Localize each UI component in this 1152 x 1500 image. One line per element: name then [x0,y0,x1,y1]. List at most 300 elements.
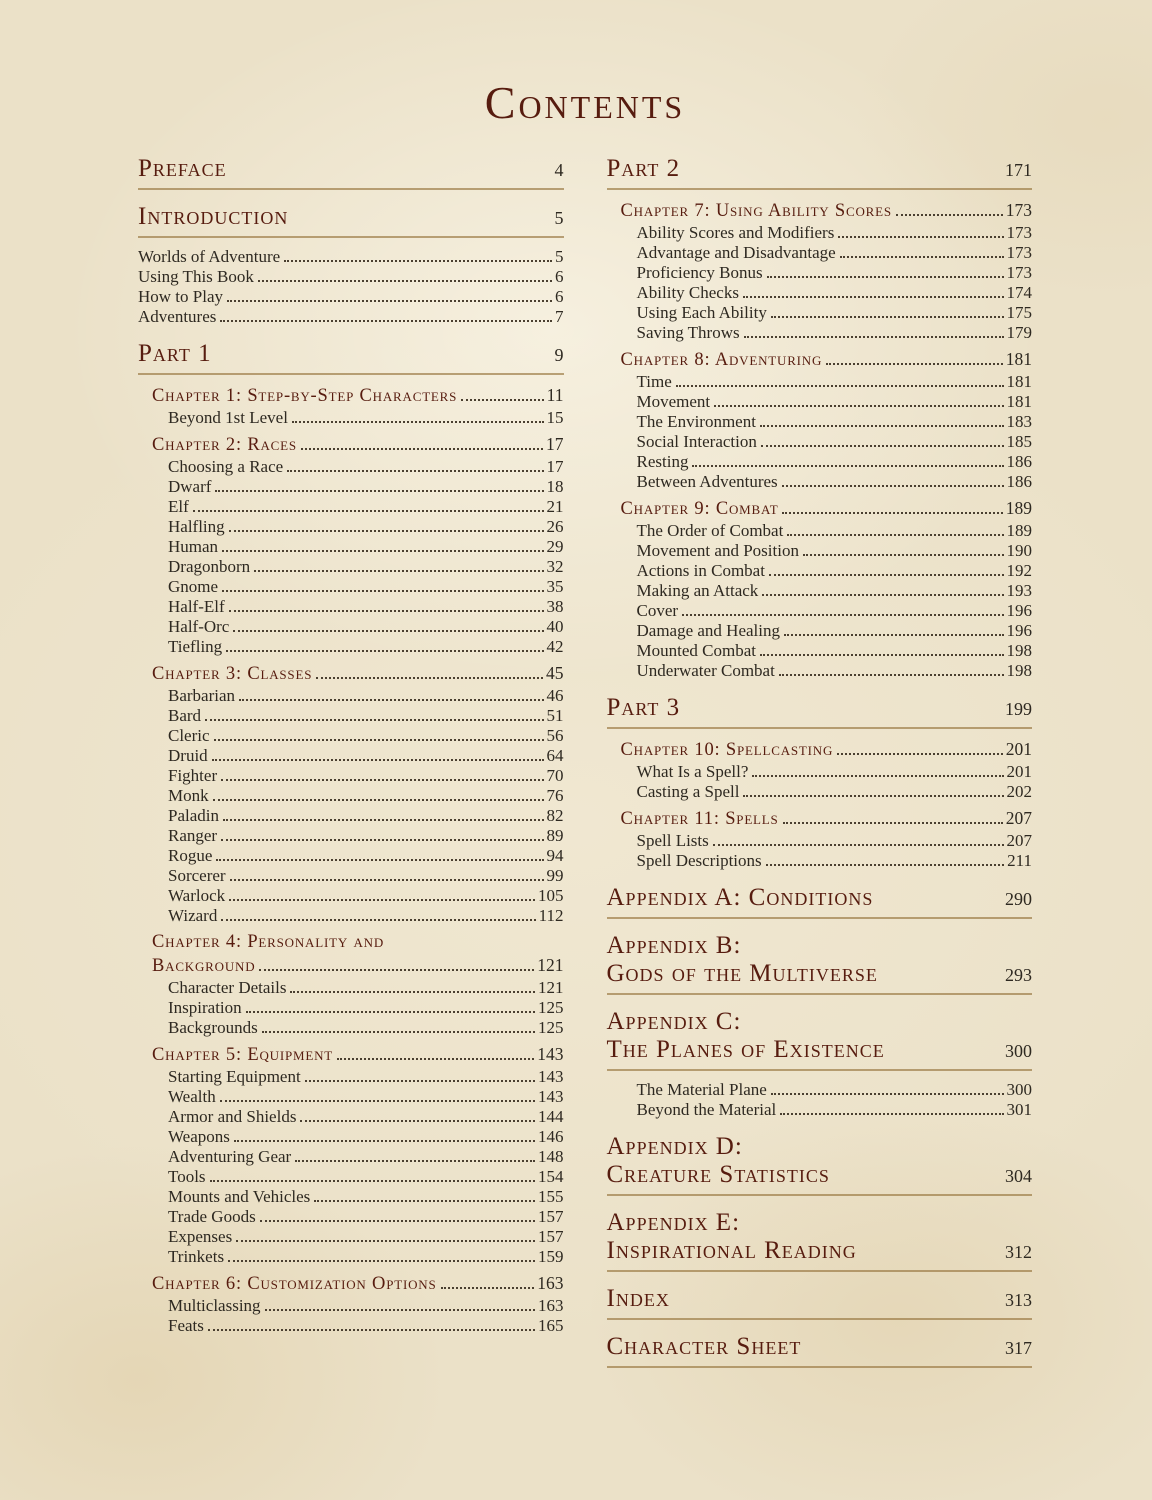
dot-leader [222,590,543,592]
toc-section [138,155,564,190]
toc-entry-page: 6 [555,287,564,306]
dot-leader [761,445,1004,447]
toc-entry-page: 143 [538,1087,564,1106]
toc-entry [637,432,1033,452]
dot-leader [692,465,1003,467]
toc-entry-page: 46 [546,686,564,705]
toc-entry-page: 17 [546,457,564,476]
toc-entry-page: 198 [1006,661,1032,680]
toc-entry-label: The Order of Combat [636,521,784,540]
toc-entry-label: Feats [168,1316,204,1335]
toc-section [607,155,1033,681]
section-title: Appendix A: Conditions [606,884,874,911]
toc-entry-label: Mounted Combat [636,641,756,660]
toc-entry-page: 99 [546,866,564,885]
toc-entry-page: 42 [546,637,564,656]
toc-entry [168,1296,564,1316]
toc-entry-page: 105 [538,886,564,905]
dot-leader [221,779,543,781]
right-column [607,155,1033,1381]
dot-leader [771,1093,1004,1095]
dot-leader [779,674,1004,676]
section-title: Inspirational Reading [606,1237,857,1264]
toc-entry-label: Tiefling [168,637,223,656]
toc-entry-label: Movement [636,392,711,411]
toc-entry [168,497,564,517]
toc-entry [637,782,1033,802]
toc-entry [168,866,564,886]
toc-entry-page: 201 [1006,762,1032,781]
section-header-line [607,932,1033,960]
toc-entry-page: 76 [546,786,564,805]
toc-entry-page: 189 [1005,498,1032,518]
dot-leader [221,919,535,921]
toc-entry-label: Cover [636,601,679,620]
toc-entry-label: Spell Lists [636,831,709,850]
toc-entry [168,746,564,766]
toc-entry-page: 198 [1006,641,1032,660]
toc-entry-label: Inspiration [168,998,242,1017]
toc-entry-page: 125 [538,1018,564,1037]
toc-entry [168,637,564,657]
toc-section [607,884,1033,919]
toc-entry-label: Armor and Shields [168,1107,297,1126]
toc-entry [168,1107,564,1127]
dot-leader [284,260,552,262]
toc-entry [637,521,1033,541]
section-title: Appendix B: [606,932,742,959]
dot-leader [752,775,1003,777]
toc-entry-label: Monk [168,786,209,805]
toc-entry-label: Expenses [168,1227,233,1246]
section-title: Preface [138,155,227,182]
toc-entry-label: Chapter 11: Spells [620,809,779,829]
toc-entry [168,1187,564,1207]
dot-leader [230,879,544,881]
toc-entry-label: Ability Checks [636,283,739,302]
dot-leader [743,296,1004,298]
toc-entry [168,686,564,706]
toc-entry-label: Chapter 9: Combat [620,499,779,519]
toc-entry-label: Dwarf [168,477,212,496]
toc-entry-label: Tools [168,1167,206,1186]
dot-leader [236,1240,535,1242]
section-page: 317 [1005,1338,1032,1358]
toc-section [607,1285,1033,1320]
toc-entry [168,537,564,557]
toc-entry [168,557,564,577]
toc-entry-label: Chapter 3: Classes [152,664,313,684]
dot-leader [840,256,1004,258]
dot-leader [222,550,543,552]
toc-entry [637,323,1033,343]
toc-entry-page: 173 [1006,263,1032,282]
toc-entry-label: Chapter 10: Spellcasting [620,740,834,760]
section-page: 304 [1005,1166,1032,1186]
toc-section [607,1008,1033,1120]
toc-entry [168,597,564,617]
toc-entry-page: 174 [1006,283,1032,302]
toc-entry-page: 17 [546,434,564,454]
toc-entry [637,392,1033,412]
toc-entry-label: Half-Orc [168,617,230,636]
dot-leader [265,1309,535,1311]
toc-entry-label: Half-Elf [168,597,225,616]
section-header-line [607,1008,1033,1036]
toc-entry [168,408,564,428]
toc-entry-page: 26 [546,517,564,536]
toc-entry-label: Ranger [168,826,218,845]
toc-entry-page: 146 [538,1127,564,1146]
toc-entry-label: Chapter 6: Customization Options [152,1274,437,1294]
toc-entry-label: Backgrounds [168,1018,258,1037]
toc-entry-page: 15 [546,408,564,427]
toc-entry-page: 121 [538,978,564,997]
toc-entry [637,851,1033,871]
dot-leader [287,470,543,472]
toc-entry-label: Background [152,956,256,976]
toc-entry [637,601,1033,621]
toc-entry [637,621,1033,641]
toc-entry-page: 64 [546,746,564,765]
dot-leader [676,385,1004,387]
section-title: Appendix E: [606,1209,741,1236]
toc-entry [152,384,564,408]
toc-entry [168,1227,564,1247]
section-header-line [607,1161,1033,1196]
dot-leader [767,276,1004,278]
toc-entry-label: Multiclassing [168,1296,261,1315]
dot-leader [246,1011,535,1013]
section-title: The Planes of Existence [606,1036,885,1063]
toc-entry-label: Adventures [138,307,217,326]
toc-entry-label: Casting a Spell [636,782,740,801]
toc-entry-page: 112 [538,906,564,925]
toc-entry [138,307,564,327]
toc-entry [168,706,564,726]
toc-entry-label: Weapons [168,1127,230,1146]
toc-entry-label: Adventuring Gear [168,1147,292,1166]
section-title: Introduction [138,203,289,230]
toc-entry-label: What Is a Spell? [636,762,749,781]
dot-leader [213,799,544,801]
toc-entry [637,762,1033,782]
dot-leader [316,677,543,679]
dot-leader [228,1260,535,1262]
toc-entry [152,931,564,954]
dot-leader [787,534,1003,536]
section-page: 5 [554,208,564,228]
toc-entry-page: 143 [538,1067,564,1086]
toc-entry-label: Chapter 5: Equipment [152,1045,334,1065]
toc-entry-label: The Environment [636,412,756,431]
toc-entry [637,412,1033,432]
toc-entry-label: Human [168,537,219,556]
toc-entry [637,283,1033,303]
toc-entry-label: Wizard [168,906,218,925]
section-title: Part 3 [606,694,681,721]
toc-entry [621,199,1033,223]
dot-leader [233,630,543,632]
dot-leader [212,759,544,761]
toc-entry-page: 70 [546,766,564,785]
dot-leader [292,421,544,423]
section-title: Gods of the Multiverse [606,960,878,987]
section-header-line [607,155,1033,190]
dot-leader [782,485,1004,487]
toc-entry-label: How to Play [138,287,223,306]
dot-leader [780,1113,1003,1115]
toc-entry-page: 189 [1006,521,1032,540]
toc-entry [168,786,564,806]
toc-entry-page: 173 [1006,243,1032,262]
dot-leader [259,969,534,971]
section-header-line [138,203,564,238]
dot-leader [838,236,1003,238]
dot-leader [226,650,543,652]
section-header-line [607,1133,1033,1161]
toc-entry [138,267,564,287]
toc-entry-page: 181 [1005,349,1032,369]
toc-entry [637,1100,1033,1120]
toc-entry [168,906,564,926]
toc-entry-page: 192 [1006,561,1032,580]
toc-entry-page: 148 [538,1147,564,1166]
toc-entry-page: 125 [538,998,564,1017]
toc-entry-page: 165 [538,1316,564,1335]
dot-leader [783,822,1003,824]
toc-entry-label: Druid [168,746,208,765]
toc-entry-label: Beyond the Material [636,1100,777,1119]
toc-entry-page: 181 [1006,372,1032,391]
toc-entry-page: 32 [546,557,564,576]
section-title: Character Sheet [606,1333,802,1360]
section-header-line [607,1237,1033,1272]
toc-entry-label: Underwater Combat [636,661,775,680]
toc-entry [168,726,564,746]
toc-entry [621,348,1033,372]
toc-entry-label: Damage and Healing [636,621,780,640]
dot-leader [254,570,543,572]
toc-entry-label: Ability Scores and Modifiers [636,223,835,242]
toc-entry-page: 18 [546,477,564,496]
toc-entry-page: 94 [546,846,564,865]
toc-entry-label: Choosing a Race [168,457,284,476]
section-title: Part 2 [606,155,681,182]
section-page: 313 [1005,1290,1032,1310]
toc-entry [168,766,564,786]
toc-entry-page: 201 [1005,739,1032,759]
dot-leader [461,399,543,401]
dot-leader [220,1100,535,1102]
toc-entry [168,1316,564,1336]
section-title: Appendix C: [606,1008,742,1035]
section-header-line [138,155,564,190]
toc-section [607,1209,1033,1272]
section-title: Index [606,1285,670,1312]
toc-entry-page: 143 [537,1044,564,1064]
toc-entry [168,886,564,906]
dot-leader [223,819,544,821]
section-page: 290 [1005,889,1032,909]
toc-entry-label: Actions in Combat [636,561,765,580]
dot-leader [762,594,1003,596]
dot-leader [682,614,1003,616]
section-header-line [607,1209,1033,1237]
toc-entry [637,661,1033,681]
toc-entry [168,477,564,497]
dot-leader [295,1160,535,1162]
toc-entry-label: Chapter 8: Adventuring [620,350,823,370]
dot-leader [784,634,1004,636]
toc-entry [152,662,564,686]
toc-entry-page: 211 [1007,851,1032,870]
toc-entry-page: 163 [538,1296,564,1315]
dot-leader [216,859,543,861]
toc-entry-page: 45 [546,663,564,683]
toc-entry [168,846,564,866]
toc-entry-label: Worlds of Adventure [138,247,281,266]
toc-entry [168,617,564,637]
toc-entry [168,1127,564,1147]
toc-entry-label: Chapter 1: Step-by-Step Characters [152,386,458,406]
toc-entry-page: 29 [546,537,564,556]
toc-entry-label: Time [636,372,672,391]
toc-entry-label: Warlock [168,886,226,905]
toc-entry [637,561,1033,581]
toc-entry-label: Bard [168,706,202,725]
toc-entry [168,457,564,477]
toc-entry-page: 6 [555,267,564,286]
toc-entry-label: Barbarian [168,686,236,705]
toc-entry [637,541,1033,561]
toc-entry-label: Rogue [168,846,213,865]
dot-leader [441,1287,535,1289]
toc-entry [152,954,564,978]
toc-section [607,1133,1033,1196]
dot-leader [220,320,552,322]
dot-leader [227,300,552,302]
toc-entry-page: 186 [1006,472,1032,491]
toc-entry-label: The Material Plane [636,1080,767,1099]
toc-entry-label: Wealth [168,1087,216,1106]
dot-leader [314,1200,535,1202]
dot-leader [262,1031,535,1033]
toc-entry-page: 186 [1006,452,1032,471]
toc-entry [637,372,1033,392]
toc-entry-page: 173 [1006,223,1032,242]
dot-leader [234,1140,535,1142]
section-page: 199 [1005,699,1032,719]
section-header-line [607,960,1033,995]
section-header-line [607,1333,1033,1368]
section-header-line [138,340,564,375]
section-page: 171 [1005,160,1032,180]
toc-entry-label: Trade Goods [168,1207,256,1226]
toc-entry [637,581,1033,601]
left-column [138,155,564,1349]
toc-entry [138,247,564,267]
dot-leader [714,405,1003,407]
dot-leader [258,280,552,282]
toc-entry [621,497,1033,521]
toc-entry [637,303,1033,323]
toc-entry-label: Trinkets [168,1247,225,1266]
dot-leader [215,490,543,492]
toc-entry-page: 175 [1006,303,1032,322]
toc-entry-page: 51 [546,706,564,725]
toc-entry-page: 193 [1006,581,1032,600]
toc-entry [621,807,1033,831]
dot-leader [239,699,543,701]
dot-leader [782,512,1002,514]
section-header-line [607,1285,1033,1320]
toc-entry-page: 159 [538,1247,564,1266]
toc-entry-label: Elf [168,497,189,516]
toc-entry-page: 89 [546,826,564,845]
section-title: Appendix D: [606,1133,743,1160]
toc-entry [637,641,1033,661]
toc-columns [138,155,1032,1381]
toc-entry-label: Beyond 1st Level [168,408,288,427]
toc-entry [168,1147,564,1167]
toc-entry-label: Between Adventures [636,472,778,491]
page-title: Contents [484,77,686,128]
toc-entry-page: 181 [1006,392,1032,411]
dot-leader [896,214,1003,216]
toc-entry [637,243,1033,263]
section-header-line [607,1036,1033,1071]
section-page: 4 [554,160,564,180]
section-header-line [607,884,1033,919]
toc-entry-page: 301 [1006,1100,1032,1119]
toc-section [607,1333,1033,1368]
dot-leader [205,719,543,721]
dot-leader [214,739,544,741]
dot-leader [305,1080,535,1082]
toc-entry-page: 185 [1006,432,1032,451]
toc-entry-label: Resting [636,452,689,471]
dot-leader [260,1220,535,1222]
toc-entry [637,263,1033,283]
toc-entry-label: Proficiency Bonus [636,263,763,282]
toc-section [607,694,1033,871]
dot-leader [290,991,535,993]
toc-entry-page: 179 [1006,323,1032,342]
dot-leader [301,448,543,450]
toc-entry-page: 35 [546,577,564,596]
toc-entry-page: 5 [555,247,564,266]
toc-entry [637,831,1033,851]
toc-entry-page: 157 [538,1207,564,1226]
toc-entry-page: 196 [1006,621,1032,640]
toc-entry-page: 82 [546,806,564,825]
toc-entry [168,998,564,1018]
toc-entry [621,738,1033,762]
dot-leader [229,899,535,901]
toc-entry-label: Movement and Position [636,541,799,560]
toc-section [138,203,564,327]
dot-leader [221,839,543,841]
toc-entry-page: 40 [546,617,564,636]
toc-entry-label: Using Each Ability [636,303,767,322]
section-page: 300 [1005,1041,1032,1061]
toc-entry-label: Spell Descriptions [636,851,762,870]
section-header-line [607,694,1033,729]
dot-leader [337,1058,534,1060]
toc-entry-label: Gnome [168,577,219,596]
toc-entry [138,287,564,307]
